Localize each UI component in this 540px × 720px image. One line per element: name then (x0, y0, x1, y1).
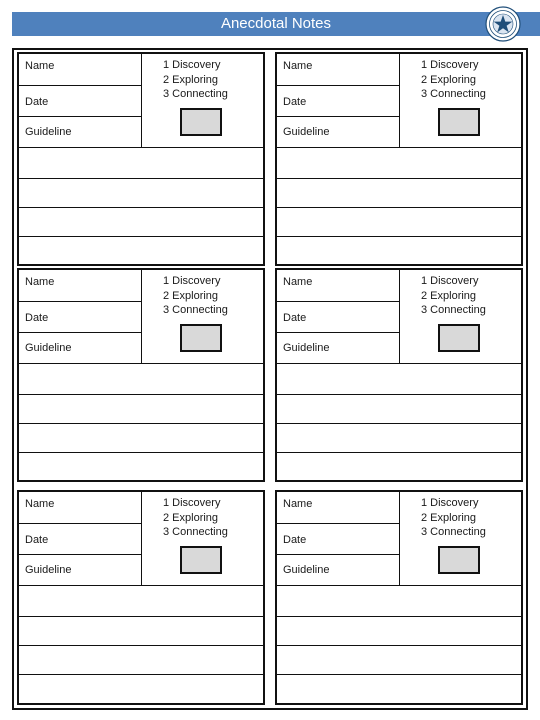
level-score-box[interactable] (180, 546, 222, 574)
level-list (421, 274, 486, 318)
guideline-field[interactable] (19, 117, 141, 147)
name-field[interactable] (19, 270, 141, 302)
guideline-field[interactable] (277, 555, 399, 585)
note-card-middle-right (275, 268, 523, 482)
level-score-box[interactable] (180, 324, 222, 352)
note-line (19, 394, 263, 395)
notes-lines[interactable] (277, 585, 521, 703)
info-divider (141, 54, 142, 147)
level-list (163, 496, 228, 540)
info-divider (399, 492, 400, 585)
note-line (19, 645, 263, 646)
level-item: 1 Discovery (163, 275, 221, 287)
level-item: 1 Discovery (421, 497, 479, 509)
level-score-box[interactable] (438, 546, 480, 574)
date-label: Date (25, 312, 49, 324)
guideline-field[interactable] (19, 333, 141, 363)
name-field[interactable] (277, 492, 399, 524)
note-line (19, 616, 263, 617)
note-card-bottom-left (17, 490, 265, 705)
date-label: Date (25, 534, 49, 546)
note-line (277, 645, 521, 646)
note-line (277, 674, 521, 675)
info-divider (141, 492, 142, 585)
date-field[interactable] (277, 86, 399, 117)
level-item: 2 Exploring (421, 511, 477, 524)
note-card-middle-left (17, 268, 265, 482)
card-info-section (19, 270, 263, 363)
guideline-label: Guideline (25, 126, 72, 138)
note-line (19, 423, 263, 424)
date-label: Date (283, 534, 307, 546)
level-item: 2 Exploring (163, 73, 219, 86)
name-label: Name (283, 60, 313, 72)
name-field[interactable] (277, 270, 399, 302)
note-card-top-left (17, 52, 265, 266)
card-info-section (277, 270, 521, 363)
date-field[interactable] (19, 524, 141, 555)
note-line (277, 452, 521, 453)
note-line (19, 236, 263, 237)
info-divider (399, 270, 400, 363)
level-item: 3 Connecting (421, 526, 486, 538)
guideline-label: Guideline (283, 126, 330, 138)
date-label: Date (283, 96, 307, 108)
name-field[interactable] (19, 54, 141, 86)
level-item: 2 Exploring (421, 73, 477, 86)
level-item: 3 Connecting (163, 526, 228, 538)
header-bar (12, 12, 540, 36)
level-score-box[interactable] (180, 108, 222, 136)
page-title: Anecdotal Notes (220, 15, 332, 32)
date-field[interactable] (19, 302, 141, 333)
level-item: 1 Discovery (163, 497, 221, 509)
level-item: 1 Discovery (421, 59, 479, 71)
info-divider (141, 270, 142, 363)
card-info-section (19, 54, 263, 147)
level-item: 1 Discovery (421, 275, 479, 287)
date-label: Date (283, 312, 307, 324)
name-label: Name (25, 276, 55, 288)
level-item: 2 Exploring (163, 511, 219, 524)
note-line (19, 207, 263, 208)
card-info-section (277, 54, 521, 147)
note-line (19, 178, 263, 179)
note-line (277, 394, 521, 395)
note-line (277, 236, 521, 237)
name-label: Name (283, 498, 313, 510)
note-line (277, 616, 521, 617)
name-label: Name (283, 276, 313, 288)
guideline-field[interactable] (19, 555, 141, 585)
note-line (277, 207, 521, 208)
name-field[interactable] (19, 492, 141, 524)
level-item: 2 Exploring (421, 289, 477, 302)
info-divider (399, 54, 400, 147)
level-item: 3 Connecting (163, 88, 228, 100)
level-list (421, 58, 486, 102)
level-list (163, 58, 228, 102)
level-list (421, 496, 486, 540)
guideline-field[interactable] (277, 333, 399, 363)
date-field[interactable] (277, 302, 399, 333)
guideline-label: Guideline (283, 564, 330, 576)
name-field[interactable] (277, 54, 399, 86)
notes-lines[interactable] (19, 147, 263, 264)
guideline-label: Guideline (25, 342, 72, 354)
notes-lines[interactable] (277, 363, 521, 480)
date-field[interactable] (277, 524, 399, 555)
level-list (163, 274, 228, 318)
notes-lines[interactable] (277, 147, 521, 264)
level-score-box[interactable] (438, 324, 480, 352)
notes-lines[interactable] (19, 363, 263, 480)
level-item: 3 Connecting (163, 304, 228, 316)
note-card-bottom-right (275, 490, 523, 705)
note-line (277, 423, 521, 424)
note-card-top-right (275, 52, 523, 266)
level-item: 1 Discovery (163, 59, 221, 71)
star-seal-icon (485, 6, 521, 42)
note-line (277, 178, 521, 179)
card-info-section (19, 492, 263, 585)
level-score-box[interactable] (438, 108, 480, 136)
notes-lines[interactable] (19, 585, 263, 703)
date-label: Date (25, 96, 49, 108)
level-item: 3 Connecting (421, 88, 486, 100)
guideline-label: Guideline (283, 342, 330, 354)
level-item: 2 Exploring (163, 289, 219, 302)
level-item: 3 Connecting (421, 304, 486, 316)
guideline-field[interactable] (277, 117, 399, 147)
card-info-section (277, 492, 521, 585)
name-label: Name (25, 60, 55, 72)
guideline-label: Guideline (25, 564, 72, 576)
note-line (19, 452, 263, 453)
note-line (19, 674, 263, 675)
date-field[interactable] (19, 86, 141, 117)
name-label: Name (25, 498, 55, 510)
